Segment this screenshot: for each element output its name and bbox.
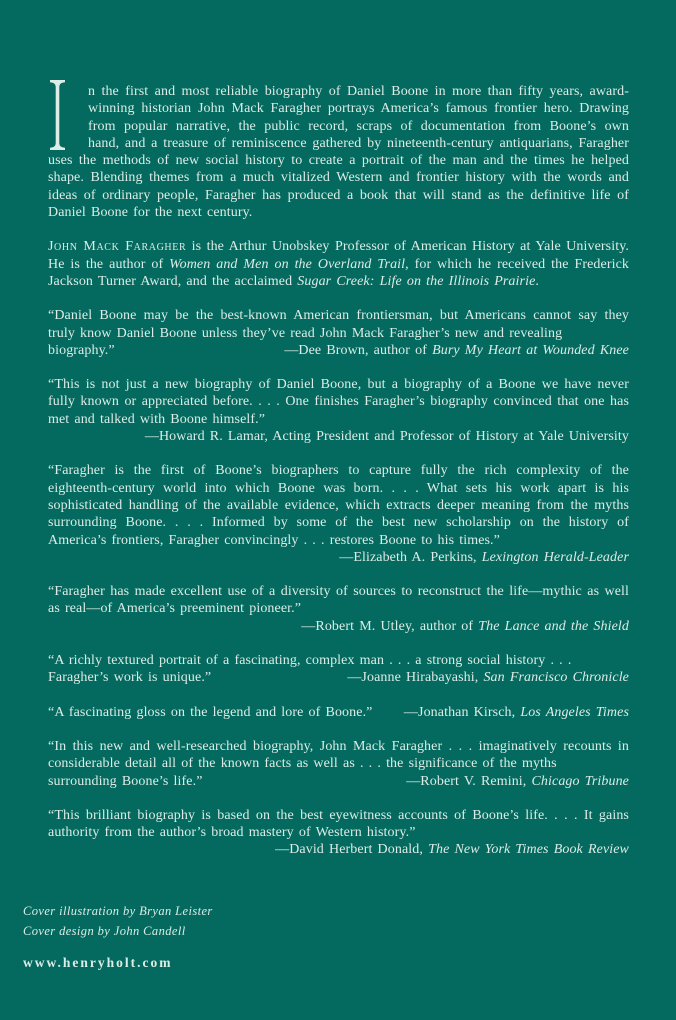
blurb-quote: “A richly textured portrait of a fascinating, complex man . . . a strong social history . . . — [48, 653, 572, 669]
drop-cap-letter — [48, 150, 49, 151]
author-bio: John Mack Faragher is the Arthur Unobskey Professor of American History at Yale University. He is the author of Women and Men on the Overland Trail, for which he received the Frederick Jackson Turner Award, and the acclaimed Sugar Creek: Life on the Illinois Prairie. — [48, 239, 629, 289]
credits-block — [23, 901, 213, 971]
blurb-last-line — [48, 618, 629, 635]
blurb-last-line — [48, 841, 629, 858]
blurb-last-line — [48, 669, 629, 686]
blurb-joanne-hirabayashi — [48, 652, 629, 687]
blurb-last-line — [48, 704, 629, 721]
intro-text: n the first and most reliable biography of Daniel Boone in more than fifty years, award-winning historian John Mack Faragher portrays America’s famous frontier hero. Drawing from popular narrative, the public record, scraps of documentation from Boone’s own hand, and a treasure of reminiscence gathered by nineteenth-century antiquarians, Faragher uses the methods of new social history to create a portrait of the man and the times he helped shape. Blending themes from a much vitalized Western and frontier history with the words and ideas of ordinary people, Faragher has produced a book that will stand as the definitive life of Daniel Boone for the next century. — [48, 84, 629, 221]
intro-paragraph — [48, 83, 629, 221]
blurb-attribution: —Dee Brown, author of Bury My Heart at Wounded Knee — [284, 342, 629, 358]
blurb-david-herbert-donald — [48, 807, 629, 859]
blurb-quote: “Faragher has made excellent use of a diversity of sources to reconstruct the life—mythic as well as real—of America’s preeminent pioneer.” — [48, 584, 629, 617]
drop-cap-glyph — [48, 80, 67, 150]
cover-text-block — [48, 83, 629, 876]
blurb-attribution: —Robert M. Utley, author of The Lance and the Shield — [301, 618, 629, 634]
blurb-quote: “Faragher is the first of Boone’s biographers to capture fully the rich complexity of the eighteenth-century world into which Boone was born. . . . What sets his work apart is his sophisticated handling of the available evidence, which extracts deeper meaning from the myths surrounding Boone. . . . Informed by some of the best new scholarship on the history of America’s frontiers, Faragher convincingly . . . restores Boone to his times.” — [48, 463, 629, 548]
blurb-dee-brown — [48, 307, 629, 359]
blurb-attribution: —Elizabeth A. Perkins, Lexington Herald-Leader — [339, 549, 629, 565]
blurb-quote: “Daniel Boone may be the best-known American frontiersman, but Americans cannot say they truly know Daniel Boone unless they’ve read John Mack Faragher’s new and revealing — [48, 308, 629, 341]
blurb-attribution: —Robert V. Remini, Chicago Tribune — [406, 773, 629, 789]
drop-cap — [48, 83, 88, 152]
blurb-last-line — [48, 428, 629, 445]
blurb-quote-tail: surrounding Boone’s life.” — [48, 773, 203, 789]
publisher-url: www.henryholt.com — [23, 955, 173, 970]
blurb-howard-lamar — [48, 376, 629, 445]
blurb-last-line — [48, 773, 629, 790]
blurb-robert-utley — [48, 583, 629, 635]
cover-illustration-credit: Cover illustration by Bryan Leister — [23, 904, 213, 918]
blurb-quote: “This is not just a new biography of Daniel Boone, but a biography of a Boone we have never fully known or appreciated before. . . . One finishes Faragher’s biography convinced that one has met and talked with Boone himself.” — [48, 377, 629, 427]
blurb-attribution: —David Herbert Donald, The New York Times Book Review — [275, 842, 629, 858]
blurb-last-line — [48, 342, 629, 359]
blurb-last-line — [48, 549, 629, 566]
blurb-attribution: —Jonathan Kirsch, Los Angeles Times — [403, 704, 629, 720]
blurb-quote: “In this new and well-researched biography, John Mack Faragher . . . imaginatively recounts in considerable detail all of the known facts as well as . . . the significance of the myths — [48, 738, 629, 772]
blurb-jonathan-kirsch — [48, 704, 629, 721]
blurb-quote-tail: “A fascinating gloss on the legend and lore of Boone.” — [48, 704, 373, 720]
blurb-quote: “This brilliant biography is based on the best eyewitness accounts of Boone’s life. . . . It gains authority from the author’s broad mastery of Western history.” — [48, 807, 629, 841]
blurb-quote-tail: biography.” — [48, 342, 115, 358]
cover-design-credit: Cover design by John Candell — [23, 924, 186, 938]
blurb-attribution: —Joanne Hirabayashi, San Francisco Chronicle — [347, 670, 629, 686]
blurb-robert-remini — [48, 738, 629, 790]
blurb-elizabeth-perkins — [48, 462, 629, 566]
blurb-quote-tail: Faragher’s work is unique.” — [48, 670, 212, 686]
blurb-attribution: —Howard R. Lamar, Acting President and Professor of History at Yale University — [144, 429, 629, 445]
